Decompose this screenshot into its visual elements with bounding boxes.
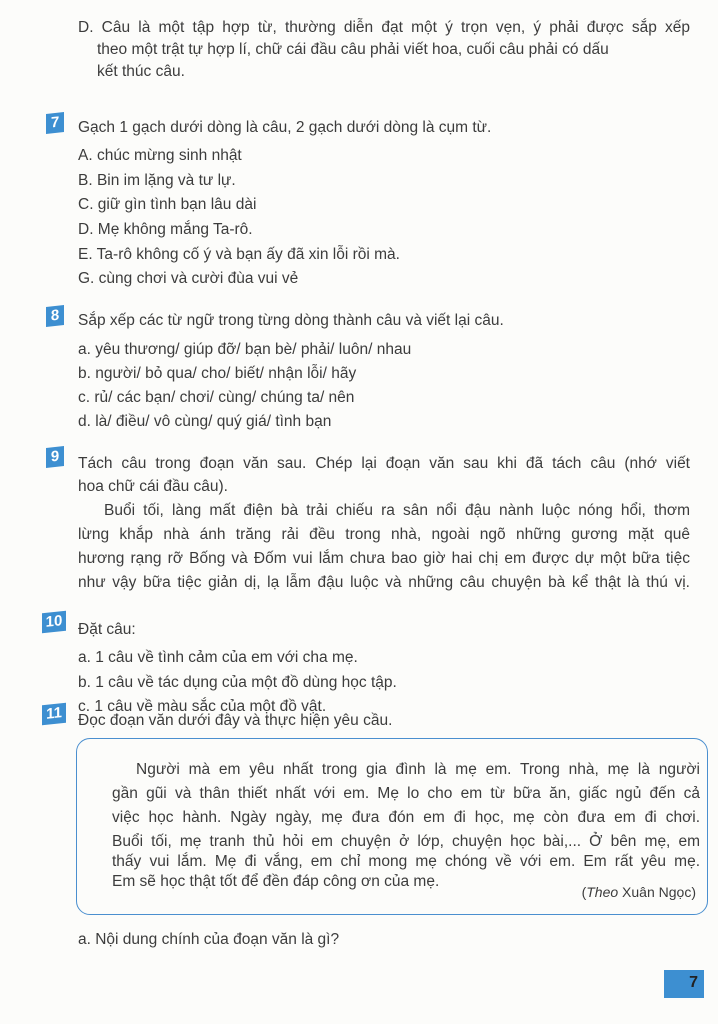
q8-item: a. yêu thương/ giúp đỡ/ bạn bè/ phải/ luôn/ nhau: [78, 341, 412, 358]
question-8-prompt: Sắp xếp các từ ngữ trong từng dòng thành câu và viết lại câu.: [78, 312, 504, 329]
q8-item: d. là/ điều/ vô cùng/ quý giá/ tình bạn: [78, 413, 332, 430]
q9-passage-line: như vậy bữa tiệc giản dị, lạ lẫm đậu luộc và những câu chuyện bà kể thật là thú vị.: [78, 574, 690, 591]
q10-item: b. 1 câu về tác dụng của một đồ dùng học tập.: [78, 674, 397, 691]
q8-item: b. người/ bỏ qua/ cho/ biết/ nhận lỗi/ hãy: [78, 365, 357, 382]
passage-source: (Theo Xuân Ngọc): [581, 884, 696, 900]
q11-passage-line: Em sẽ học thật tốt để đền đáp công ơn của mẹ.: [112, 873, 440, 890]
q11-passage-line: Người mà em yêu nhất trong gia đình là mẹ em. Trong nhà, mẹ là người: [136, 761, 700, 778]
q9-passage-line: hương rạng rỡ Bống và Đốm vui lắm chưa bao giờ hai chị em được dự một bữa tiệc: [78, 550, 690, 567]
q7-option: C. giữ gìn tình bạn lâu dài: [78, 196, 257, 213]
q7-option: B. Bin im lặng và tư lự.: [78, 172, 236, 189]
q6-option-d-line3: kết thúc câu.: [97, 63, 185, 80]
source-prefix: Theo: [586, 884, 619, 900]
question-7-badge: 7: [46, 112, 64, 134]
q7-option: G. cùng chơi và cười đùa vui vẻ: [78, 270, 299, 287]
source-author: Xuân Ngọc: [618, 884, 692, 900]
q8-item: c. rủ/ các bạn/ chơi/ cùng/ chúng ta/ nên: [78, 389, 355, 406]
question-10-prompt: Đặt câu:: [78, 621, 136, 638]
q7-option: D. Mẹ không mắng Ta-rô.: [78, 221, 253, 238]
page-number: 7: [689, 974, 698, 991]
question-9-badge: 9: [46, 446, 64, 468]
question-10-badge: 10: [42, 611, 66, 634]
question-8-badge: 8: [46, 305, 64, 327]
q6-option-d-line2: theo một trật tự hợp lí, chữ cái đầu câu phải viết hoa, cuối câu phải có dấu: [97, 41, 609, 58]
q10-item: a. 1 câu về tình cảm của em với cha mẹ.: [78, 649, 358, 666]
q9-passage-line: lừng khắp nhà ánh trăng rải đều trong nhà, ngoài ngõ những gương mặt quê: [78, 526, 690, 543]
question-9-prompt: Tách câu trong đoạn văn sau. Chép lại đoạn văn sau khi đã tách câu (nhớ viết: [78, 455, 690, 472]
q10-item: c. 1 câu về màu sắc của một đồ vật.: [78, 698, 327, 715]
question-11-prompt: Đọc đoạn văn dưới đây và thực hiện yêu cầu.: [78, 712, 393, 729]
q7-option: A. chúc mừng sinh nhật: [78, 147, 242, 164]
q6-option-d: D. Câu là một tập hợp từ, thường diễn đạt một ý trọn vẹn, ý phải được sắp xếp: [78, 19, 690, 36]
q11-passage-line: thấy vui lắm. Mẹ đi vắng, em chỉ mong mẹ chóng về với em. Em rất yêu mẹ.: [112, 853, 700, 870]
q11-passage-line: việc học hành. Ngày ngày, mẹ đưa đón em đi học, mẹ còn đưa em đi chơi.: [112, 809, 700, 826]
page-number-badge: [664, 970, 704, 998]
question-11-badge: 11: [42, 703, 66, 726]
q11-passage-line: gần gũi và thân thiết nhất với em. Mẹ lo cho em từ bữa ăn, giấc ngủ đến cả: [112, 785, 700, 802]
q11-question-a: a. Nội dung chính của đoạn văn là gì?: [78, 931, 340, 948]
question-7-prompt: Gạch 1 gạch dưới dòng là câu, 2 gạch dưới dòng là cụm từ.: [78, 119, 492, 136]
q7-option: E. Ta-rô không cố ý và bạn ấy đã xin lỗi rồi mà.: [78, 246, 400, 263]
q9-passage-line: Buổi tối, làng mất điện bà trải chiếu ra sân nổi đậu nành luộc nóng hổi, thơm: [104, 502, 690, 519]
question-9-prompt-line2: hoa chữ cái đầu câu).: [78, 478, 228, 495]
q11-passage-line: Buổi tối, mẹ tranh thủ hỏi em chuyện ở lớp, chuyện học bài,... Ở bên mẹ, em: [112, 833, 700, 850]
